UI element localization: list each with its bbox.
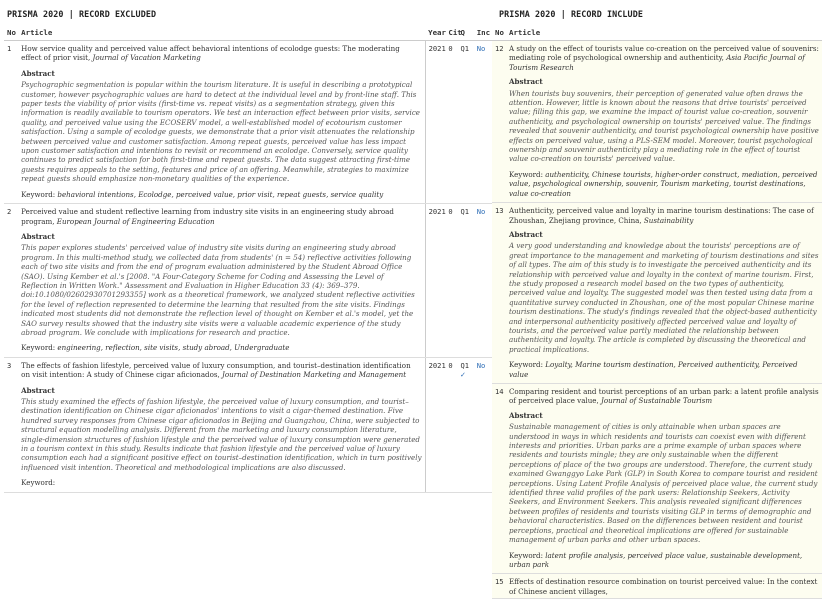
row-number: 3 bbox=[4, 357, 18, 492]
column-header-article[interactable]: Article bbox=[18, 25, 425, 41]
abstract-label: Abstract bbox=[509, 229, 543, 239]
journal-name: Sustainability bbox=[643, 215, 694, 225]
q-cell bbox=[458, 357, 474, 492]
inc-status[interactable]: No bbox=[476, 207, 486, 217]
article-cell bbox=[506, 384, 822, 574]
article-title-text: A study on the effect of tourists value co-creation on the perceived value of souvenirs: mediating role of psychological ownership and authenticity, bbox=[509, 44, 819, 63]
row-number: 12 bbox=[492, 41, 506, 203]
article-title[interactable] bbox=[21, 361, 421, 380]
excluded-table bbox=[4, 25, 494, 493]
included-header-row bbox=[492, 25, 822, 41]
q-cell: Q1 bbox=[458, 204, 474, 358]
article-cell bbox=[18, 204, 425, 358]
article-cell bbox=[506, 203, 822, 384]
journal-name: Journal of Destination Marketing and Management bbox=[222, 370, 407, 380]
year-cell: 2021 bbox=[425, 41, 445, 204]
article-cell bbox=[18, 41, 425, 204]
article-title[interactable] bbox=[21, 44, 421, 63]
keyword-label: Keyword: bbox=[509, 169, 546, 179]
keywords bbox=[509, 551, 819, 570]
row-number: 1 bbox=[4, 41, 18, 204]
keyword-label: Keyword: bbox=[21, 189, 58, 199]
cit-cell: 0 bbox=[445, 204, 457, 358]
column-header-cit[interactable]: Cit bbox=[445, 25, 457, 41]
included-panel bbox=[492, 0, 819, 596]
inc-cell[interactable] bbox=[474, 204, 494, 358]
excluded-header-row bbox=[4, 25, 494, 41]
abstract-text: This paper explores students' perceived value of industry site visits during an engineering study abroad program. In this multi-method study, we collected data from students' (n = 54) reflective activities following each of two site visits and from the end of program evaluation administered by the Student Abroad Office (SAO). Using Kember et al.'s [2008. "A Four-Category Scheme for Coding and Assessing the Level of Reflection in Written Work." Assessment and Evaluation in Higher Education 33 (4): 369–379. doi:10.1080/02602930701293355] work as a theoretical framework, we analyzed student reflective activities for the level of reflection represented to determine the learning that resulted from the site visits. Findings indicated most students did not demonstrate the reflection level of thought on Kember et al.'s model, yet the SAO survey results showed that the industry site visits were a valuable academic experience of the study abroad program. We conclude with implications for research and practice. bbox=[21, 243, 415, 337]
article-cell bbox=[18, 357, 425, 492]
keywords bbox=[509, 360, 819, 379]
abstract-label: Abstract bbox=[509, 77, 543, 87]
table-row[interactable] bbox=[492, 41, 822, 203]
keywords bbox=[21, 343, 421, 352]
keywords bbox=[509, 170, 819, 198]
keyword-values: latent profile analysis, perceived place value, sustainable development, urban park bbox=[509, 550, 803, 569]
journal-name: Journal of Vacation Marketing bbox=[92, 53, 201, 63]
article-title[interactable] bbox=[21, 207, 421, 226]
column-header-no[interactable]: No bbox=[492, 25, 506, 41]
keyword-values: Loyalty, Marine tourism destination, Perceived authenticity, Perceived value bbox=[509, 360, 798, 379]
table-row[interactable] bbox=[492, 203, 822, 384]
column-header-year[interactable]: Year bbox=[425, 25, 445, 41]
q-value: Q1 bbox=[460, 360, 470, 370]
row-number: 15 bbox=[492, 574, 506, 599]
row-number: 14 bbox=[492, 384, 506, 574]
article-title[interactable] bbox=[509, 206, 819, 225]
table-row[interactable] bbox=[492, 384, 822, 574]
keyword-values: engineering, reflection, site visits, study abroad, Undergraduate bbox=[57, 343, 290, 353]
abstract-text: Psychographic segmentation is popular within the tourism literature. It is useful in describing a prototypical customer, however psychographic values are hard to detect at the individual level and by front-line staff. This paper tests the viability of prior visits (first-time vs. repeat visits) as a segmentation strategy, given this information is readily available to tourism operators. We test an interaction effect between prior visits, service quality, and perceived value using the ECOSERV model, a well-established model of ecotourism customer satisfaction. Using a sample of ecolodge guests, we demonstrate that a prior visit attenuates the relationship between perceived value and customer satisfaction. Among repeat guests, perceived value has less impact upon customer satisfaction and intentions to revisit or recommend an ecolodge. Conversely, service quality continues to predict satisfaction for both first-time and repeat guests. The data suggest attracting first-time guests requires appeals to the setting, features and price of an offering. Meanwhile, strategies to maximize repeat guests should emphasize non-monetary qualities of the experience. bbox=[21, 80, 420, 184]
q-cell: Q1 bbox=[458, 41, 474, 204]
keyword-values: behavioral intentions, Ecolodge, perceived value, prior visit, repeat guests, service quality bbox=[57, 189, 384, 199]
column-header-q[interactable]: Q bbox=[458, 25, 474, 41]
journal-name: Asia Pacific Journal of Tourism Research bbox=[509, 53, 805, 72]
keywords bbox=[21, 478, 421, 487]
keyword-label: Keyword: bbox=[21, 343, 58, 353]
article-title-text: Effects of destination resource combination on tourist perceived value: In the context of Chinese ancient villages, bbox=[509, 577, 818, 596]
article-title[interactable] bbox=[509, 577, 819, 596]
included-panel-title: PRISMA 2020 | RECORD INCLUDE bbox=[499, 9, 643, 19]
article-title-text: The effects of fashion lifestyle, perceived value of luxury consumption, and tourist–destination identification on visit intention: A study of Chinese cigar aficionados, bbox=[21, 360, 411, 380]
excluded-panel-title: PRISMA 2020 | RECORD EXCLUDED bbox=[7, 9, 157, 19]
column-header-inc[interactable]: Inc bbox=[474, 25, 494, 41]
inc-status[interactable]: No bbox=[476, 44, 486, 53]
keyword-values: authenticity, Chinese tourists, higher-order construct, mediation, perceived value, psychological ownership, souvenir, Tourism marketing, tourist destinations, value co-creation bbox=[509, 169, 818, 198]
column-header-article[interactable]: Article bbox=[506, 25, 822, 41]
abstract-label: Abstract bbox=[21, 68, 55, 78]
article-cell bbox=[506, 574, 822, 599]
journal-name: European Journal of Engineering Education bbox=[56, 216, 215, 226]
table-row[interactable] bbox=[4, 357, 494, 492]
year-cell: 2021 bbox=[425, 357, 445, 492]
row-number: 13 bbox=[492, 203, 506, 384]
journal-name: Journal of Sustainable Tourism bbox=[600, 396, 713, 406]
abstract-text: A very good understanding and knowledge about the tourists' perceptions are of great importance to the management and marketing of tourism destinations and sites of all types. The aim of this study is to investigate the perceived authenticity and its relationship with perceived value and loyalty in the context of marine tourism. First, the study proposed a research model based on the two types of authenticity, perceived value and loyalty. The suggested model was then tested using data from a quantitative survey conducted in Zhoushan, one of the most popular Chinese marine tourism destinations. The study's findings revealed that the object-based authenticity and interpersonal authenticity positively affected perceived value and loyalty of tourists, and the perceived value partly mediated the relationship between authenticity and loyalty. The article is completed by discussing the theoretical and practical implications. bbox=[509, 241, 819, 354]
article-title-text: Perceived value and student reflective learning from industry site visits in an engineering study abroad program, bbox=[21, 207, 394, 226]
inc-status[interactable]: No bbox=[476, 360, 486, 370]
table-row[interactable] bbox=[492, 574, 822, 599]
abstract-text: When tourists buy souvenirs, their perception of generated value often draws the attention. However, little is known about the reasons that drive tourists' perceived value; filling this gap, we examine the impact of tourist value co-creation, souvenir authenticity, and psychological ownership on tourists' perceived value. The findings revealed that souvenir authenticity, and tourist psychological ownership have positive effects on perceived value, using a PLS-SEM model. Moreover, tourist psychological ownership and souvenir authenticity play a mediating role in the effect of tourist value co-creation on tourists' perceived value. bbox=[509, 88, 819, 164]
article-title[interactable] bbox=[509, 387, 819, 406]
check-icon[interactable]: ✓ bbox=[460, 370, 466, 380]
column-header-no[interactable]: No bbox=[4, 25, 18, 41]
article-title-text: Authenticity, perceived value and loyalty in marine tourism destinations: The case of Zhoushan, Zhejiang province, China, bbox=[509, 206, 814, 225]
article-title-text: How service quality and perceived value affect behavioral intentions of ecolodge guests: The moderating effect of prior visit, bbox=[21, 44, 400, 63]
cit-cell: 0 bbox=[445, 41, 457, 204]
cit-cell: 0 bbox=[445, 357, 457, 492]
keyword-label: Keyword: bbox=[21, 478, 56, 488]
article-title-text: Comparing resident and tourist perceptions of an urban park: a latent profile analysis of perceived place value, bbox=[509, 387, 819, 406]
keyword-label: Keyword: bbox=[509, 360, 546, 370]
abstract-label: Abstract bbox=[509, 410, 543, 420]
row-number: 2 bbox=[4, 204, 18, 358]
inc-cell[interactable] bbox=[474, 41, 494, 204]
included-table bbox=[492, 25, 822, 599]
article-cell bbox=[506, 41, 822, 203]
inc-cell[interactable] bbox=[474, 357, 494, 492]
abstract-text: This study examined the effects of fashion lifestyle, the perceived value of luxury consumption, and tourist–destination identification on Chinese cigar aficionados' intentions to visit a cigar-themed destination. Five hundred survey responses from Chinese cigar aficionados in Beijing and Guangzhou, China, were subjected to structural equation modelling analysis. Different from the marketing and luxury consumption literature, single-dimension structures of fashion lifestyle and the perceived value of luxury consumption were generated in a tourism context in this study. Results indicate that fashion lifestyle and the perceived value of luxury consumption each had a significant positive effect on tourist–destination identification, which in turn positively influenced visit intention. Theoretical and methodological implications are also discussed. bbox=[21, 397, 422, 472]
keywords bbox=[21, 190, 421, 199]
table-row[interactable] bbox=[4, 41, 494, 204]
article-title[interactable] bbox=[509, 44, 819, 72]
table-row[interactable] bbox=[4, 204, 494, 358]
abstract-label: Abstract bbox=[21, 231, 55, 241]
abstract-label: Abstract bbox=[21, 385, 55, 395]
keyword-label: Keyword: bbox=[509, 550, 546, 560]
abstract-text: Sustainable management of cities is only attainable when urban spaces are understood in ways in which residents and tourists can coexist even with different interests and priorities. Urban parks are a prime example of urban spaces where residents and tourists mingle; they are only sustainable when the different perceptions of place of the two groups are understood. Therefore, the current study examined Gwanggyo Lake Park (GLP) in South Korea to compare tourist and resident perceptions. Using Latent Profile Analysis of perceived place value, the current study identified three valid profiles of the park users: Relationship Seekers, Activity Seekers, and Environment Seekers. This analysis revealed significant differences between profiles of residents and tourists visiting GLP in terms of demographic and behavioral characteristics. Based on the differences between resident and tourist perceptions, practical and theoretical implications are offered for sustainable management of urban parks and other urban spaces. bbox=[509, 422, 818, 545]
year-cell: 2021 bbox=[425, 204, 445, 358]
